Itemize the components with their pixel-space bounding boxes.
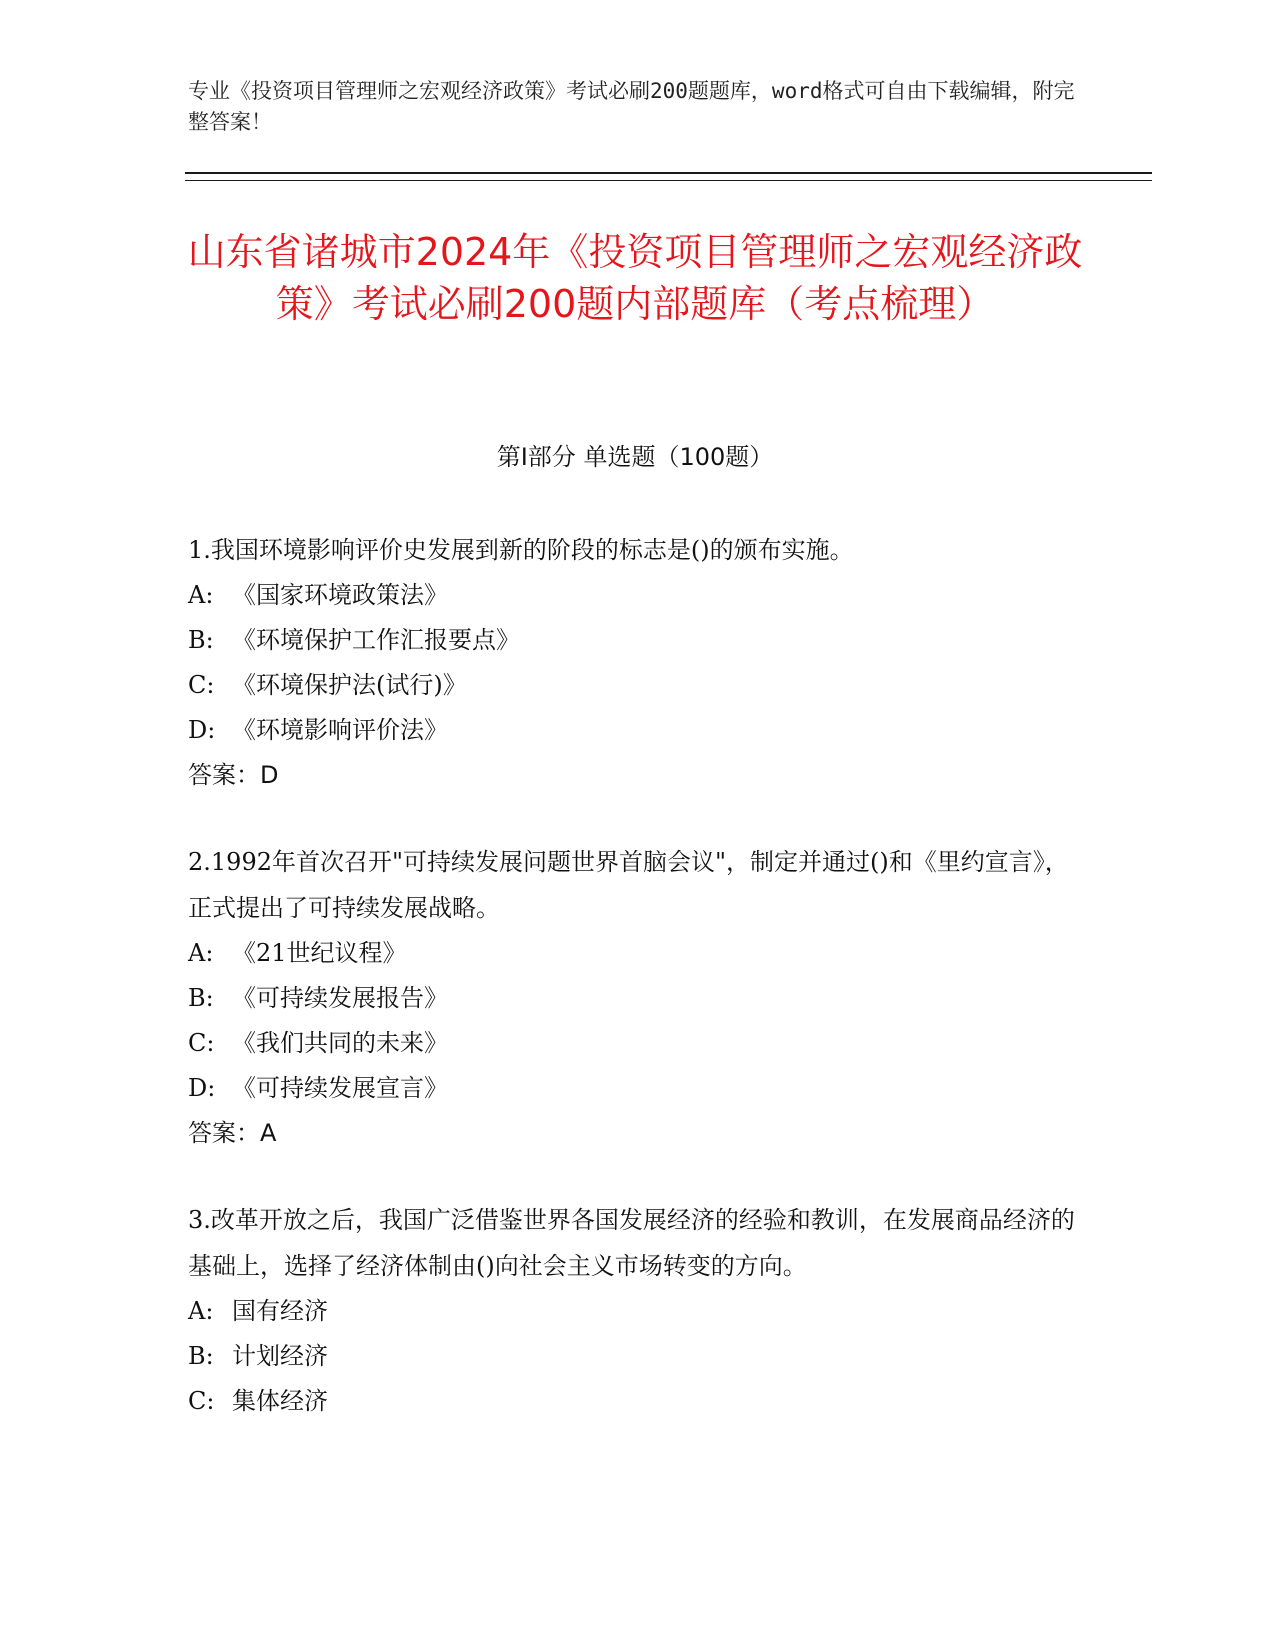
answer-line: 答案：A bbox=[188, 1119, 277, 1147]
question-stem: 1.我国环境影响评价史发展到新的阶段的标志是()的颁布实施。 bbox=[188, 536, 854, 564]
option-text: 《可持续发展报告》 bbox=[232, 984, 448, 1012]
option-a bbox=[188, 931, 1088, 976]
question-list bbox=[188, 527, 1088, 1465]
option-text: 《可持续发展宣言》 bbox=[232, 1074, 448, 1102]
option-text: 《21世纪议程》 bbox=[232, 939, 407, 967]
option-text: 《环境保护工作汇报要点》 bbox=[232, 626, 520, 654]
option-text: 国有经济 bbox=[232, 1297, 328, 1325]
option-key: A: bbox=[188, 1297, 214, 1325]
option-b bbox=[188, 618, 1088, 663]
option-text: 集体经济 bbox=[232, 1387, 328, 1415]
option-text: 《环境影响评价法》 bbox=[232, 716, 448, 744]
option-text: 《国家环境政策法》 bbox=[232, 581, 448, 609]
header-rule-thin bbox=[185, 180, 1152, 181]
option-key: A: bbox=[188, 581, 214, 609]
option-text: 计划经济 bbox=[232, 1342, 328, 1370]
option-b bbox=[188, 1334, 1088, 1379]
option-c bbox=[188, 1021, 1088, 1066]
option-key: B: bbox=[188, 1342, 214, 1370]
option-text: 《我们共同的未来》 bbox=[232, 1029, 448, 1057]
question-stem: 3.改革开放之后，我国广泛借鉴世界各国发展经济的经验和教训，在发展商品经济的基础上，选择了经济体制由()向社会主义市场转变的方向。 bbox=[188, 1206, 1075, 1280]
option-d bbox=[188, 1066, 1088, 1111]
option-c bbox=[188, 1379, 1088, 1424]
option-c bbox=[188, 663, 1088, 708]
question-2 bbox=[188, 839, 1088, 1156]
header-note: 专业《投资项目管理师之宏观经济政策》考试必刷200题题库，word格式可自由下载编辑，附完整答案！ bbox=[188, 79, 1075, 134]
question-1 bbox=[188, 527, 1088, 798]
option-key: C: bbox=[188, 671, 215, 699]
document-title: 山东省诸城市2024年《投资项目管理师之宏观经济政策》考试必刷200题内部题库（考点梳理） bbox=[187, 230, 1083, 326]
question-stem: 2.1992年首次召开"可持续发展问题世界首脑会议"，制定并通过()和《里约宣言》，正式提出了可持续发展战略。 bbox=[188, 848, 1069, 922]
answer-line: 答案：D bbox=[188, 761, 279, 789]
section-title: 第I部分 单选题（100题） bbox=[496, 443, 774, 471]
option-text: 《环境保护法(试行)》 bbox=[232, 671, 467, 699]
option-key: C: bbox=[188, 1029, 215, 1057]
option-key: B: bbox=[188, 984, 214, 1012]
option-key: A: bbox=[188, 939, 214, 967]
option-key: B: bbox=[188, 626, 214, 654]
option-key: D: bbox=[188, 716, 216, 744]
option-key: C: bbox=[188, 1387, 215, 1415]
option-b bbox=[188, 976, 1088, 1021]
option-a bbox=[188, 573, 1088, 618]
header-rule-thick bbox=[185, 172, 1152, 174]
option-key: D: bbox=[188, 1074, 216, 1102]
option-a bbox=[188, 1289, 1088, 1334]
question-3 bbox=[188, 1197, 1088, 1424]
option-d bbox=[188, 708, 1088, 753]
